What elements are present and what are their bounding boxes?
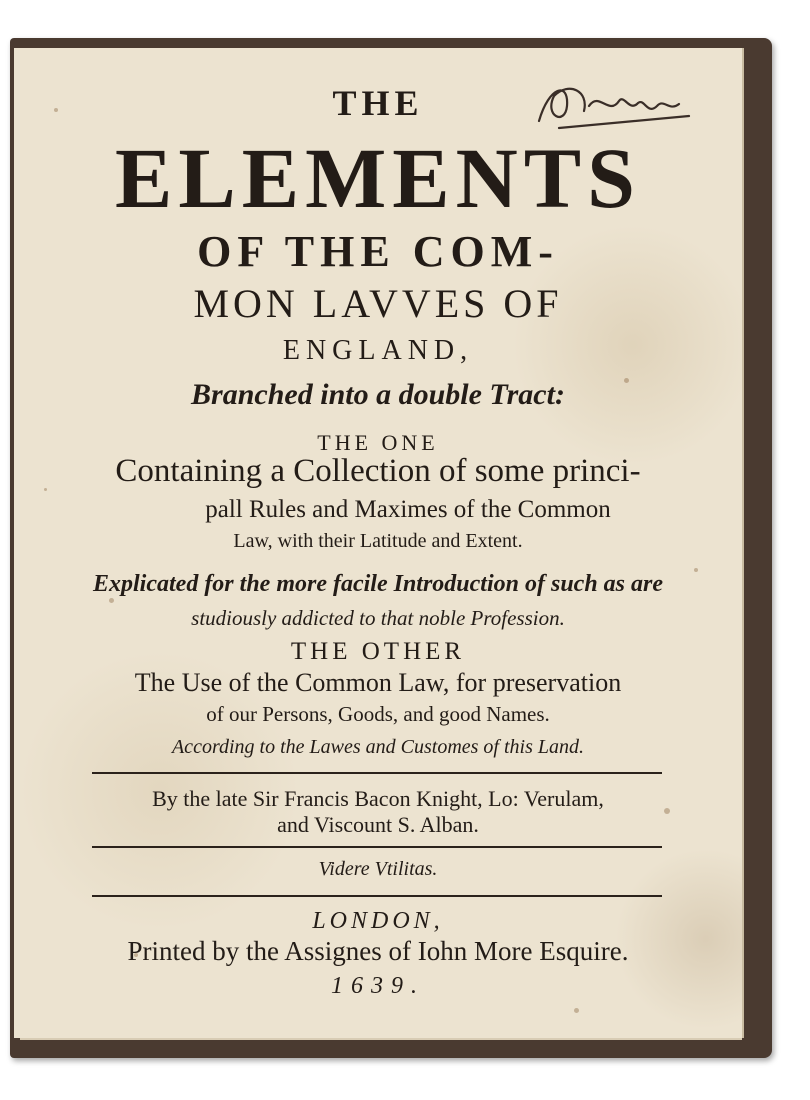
according-line: According to the Lawes and Customes of this Land. [171,736,585,758]
use-line-2: of our Persons, Goods, and good Names. [206,702,550,726]
author-line-1: By the late Sir Francis Bacon Knight, Lo: Verulam, [152,786,604,811]
title-elements: ELEMENTS [115,130,641,226]
imprint-city: LONDON, [312,908,444,934]
containing-line-1: Containing a Collection of some princi- [115,453,641,489]
title-england: ENGLAND, [282,335,474,366]
motto: Videre Vtilitas. [318,858,438,880]
containing-line-2: pall Rules and Maximes of the Common [205,496,611,523]
foxing-spot [134,953,138,957]
author-line-2: and Viscount S. Alban. [277,812,479,837]
imprint-printer: Printed by the Assignes of Iohn More Esquire. [127,936,629,966]
foxing-spot [44,488,47,491]
section-other-heading: THE OTHER [290,638,466,665]
divider-rule [92,772,662,774]
containing-line-3: Law, with their Latitude and Extent. [233,530,523,552]
section-one-heading: THE ONE [317,430,439,455]
foxing-spot [624,378,629,383]
foxing-spot [574,1008,579,1013]
imprint-year: 1639. [331,973,425,999]
title-page [14,48,744,1038]
divider-rule [92,895,662,897]
explicated-line-1: Explicated for the more facile Introduction of such as are [93,571,663,597]
foxing-spot [54,108,58,112]
explicated-line-2: studiously addicted to that noble Profession. [191,606,565,630]
divider-rule [92,846,662,848]
subtitle-branched: Branched into a double Tract: [191,378,565,411]
foxing-spot [109,598,114,603]
foxing-spot [664,808,670,814]
title-of-the-com: OF THE COM- [197,227,559,276]
use-line-1: The Use of the Common Law, for preservation [134,668,622,697]
title-the: THE [332,83,424,123]
title-mon-lawes: MON LAVVES OF [193,281,563,326]
foxing-spot [694,568,698,572]
